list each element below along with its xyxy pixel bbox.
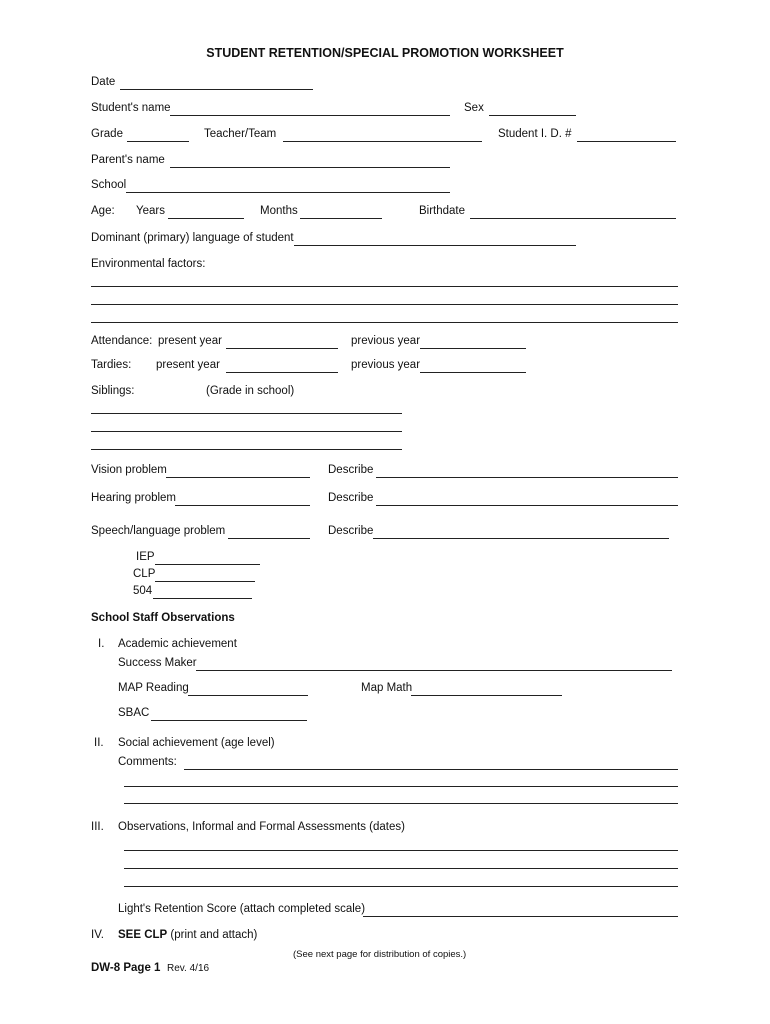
dominant-language-field[interactable] (294, 231, 576, 246)
siblings-line-2[interactable] (91, 431, 402, 432)
speech-describe-field[interactable] (373, 524, 669, 539)
item-3-number: III. (91, 821, 104, 833)
parent-name-field[interactable] (170, 153, 450, 168)
tardies-previous-label: previous year (351, 359, 421, 371)
comments-line-1[interactable] (184, 769, 678, 770)
speech-describe-label: Describe (328, 525, 374, 537)
environmental-line-2[interactable] (91, 304, 678, 305)
siblings-line-3[interactable] (91, 449, 402, 450)
attendance-label: Attendance: (91, 335, 153, 347)
student-name-field[interactable] (170, 101, 450, 116)
vision-describe-field[interactable] (376, 463, 678, 478)
grade-label: Grade (91, 128, 123, 140)
student-name-label: Student's name (91, 102, 171, 114)
tardies-label: Tardies: (91, 359, 132, 371)
school-field[interactable] (126, 178, 450, 193)
months-label: Months (260, 205, 298, 217)
academic-achievement-label: Academic achievement (118, 638, 237, 650)
print-attach-label: (print and attach) (170, 929, 258, 941)
tardies-previous-field[interactable] (420, 358, 526, 373)
item-1-number: I. (98, 638, 105, 650)
page-number: DW-8 Page 1 (91, 962, 161, 974)
p504-label: 504 (133, 585, 153, 597)
observations-line-1[interactable] (124, 850, 678, 851)
student-id-field[interactable] (577, 127, 676, 142)
vision-field[interactable] (166, 463, 310, 478)
vision-describe-label: Describe (328, 464, 374, 476)
attendance-present-label: present year (158, 335, 222, 347)
see-clp-line (118, 929, 257, 941)
sex-label: Sex (464, 102, 484, 114)
comments-line-3[interactable] (124, 803, 678, 804)
months-field[interactable] (300, 204, 382, 219)
comments-line-2[interactable] (124, 786, 678, 787)
page-title: STUDENT RETENTION/SPECIAL PROMOTION WORKSHEET (206, 46, 564, 60)
clp-label: CLP (133, 568, 156, 580)
attendance-previous-field[interactable] (420, 334, 526, 349)
hearing-describe-label: Describe (328, 492, 374, 504)
age-label: Age: (91, 205, 115, 217)
map-math-label: Map Math (361, 682, 413, 694)
years-label: Years (136, 205, 165, 217)
hearing-label: Hearing problem (91, 492, 177, 504)
success-maker-label: Success Maker (118, 657, 197, 669)
p504-field[interactable] (153, 584, 252, 599)
see-clp-label: SEE CLP (118, 929, 168, 941)
environmental-line-3[interactable] (91, 322, 678, 323)
social-achievement-label: Social achievement (age level) (118, 737, 275, 749)
teacher-team-label: Teacher/Team (204, 128, 277, 140)
sex-field[interactable] (489, 101, 576, 116)
date-label: Date (91, 76, 116, 88)
vision-label: Vision problem (91, 464, 167, 476)
iep-field[interactable] (155, 550, 260, 565)
observations-label: Observations, Informal and Formal Assessments (dates) (118, 821, 405, 833)
map-math-field[interactable] (411, 681, 562, 696)
environmental-factors-label: Environmental factors: (91, 258, 206, 270)
sbac-label: SBAC (118, 707, 150, 719)
speech-field[interactable] (228, 524, 310, 539)
attendance-present-field[interactable] (226, 334, 338, 349)
distribution-note: (See next page for distribution of copies.) (293, 949, 467, 960)
item-4-number: IV. (91, 929, 105, 941)
observations-line-3[interactable] (124, 886, 678, 887)
map-reading-field[interactable] (188, 681, 308, 696)
school-label: School (91, 179, 127, 191)
attendance-previous-label: previous year (351, 335, 421, 347)
observations-line-2[interactable] (124, 868, 678, 869)
dominant-language-label: Dominant (primary) language of student (91, 232, 294, 244)
years-field[interactable] (168, 204, 244, 219)
tardies-present-field[interactable] (226, 358, 338, 373)
birthdate-label: Birthdate (419, 205, 466, 217)
speech-label: Speech/language problem (91, 525, 226, 537)
siblings-line-1[interactable] (91, 413, 402, 414)
grade-field[interactable] (127, 127, 189, 142)
grade-in-school-label: (Grade in school) (206, 385, 295, 397)
tardies-present-label: present year (156, 359, 220, 371)
birthdate-field[interactable] (470, 204, 676, 219)
teacher-team-field[interactable] (283, 127, 482, 142)
iep-label: IEP (136, 551, 155, 563)
item-2-number: II. (94, 737, 104, 749)
lights-retention-label: Light's Retention Score (attach completed scale) (118, 903, 366, 915)
clp-field[interactable] (155, 567, 255, 582)
parent-name-label: Parent's name (91, 154, 165, 166)
staff-observations-heading: School Staff Observations (91, 612, 235, 624)
hearing-describe-field[interactable] (376, 491, 678, 506)
map-reading-label: MAP Reading (118, 682, 189, 694)
student-id-label: Student I. D. # (498, 128, 572, 140)
revision-label: Rev. 4/16 (167, 963, 210, 974)
comments-label: Comments: (118, 756, 177, 768)
environmental-line-1[interactable] (91, 286, 678, 287)
sbac-field[interactable] (151, 706, 307, 721)
hearing-field[interactable] (175, 491, 310, 506)
success-maker-field[interactable] (196, 656, 672, 671)
lights-retention-field[interactable] (363, 902, 678, 917)
siblings-label: Siblings: (91, 385, 135, 397)
date-field[interactable] (120, 75, 313, 90)
